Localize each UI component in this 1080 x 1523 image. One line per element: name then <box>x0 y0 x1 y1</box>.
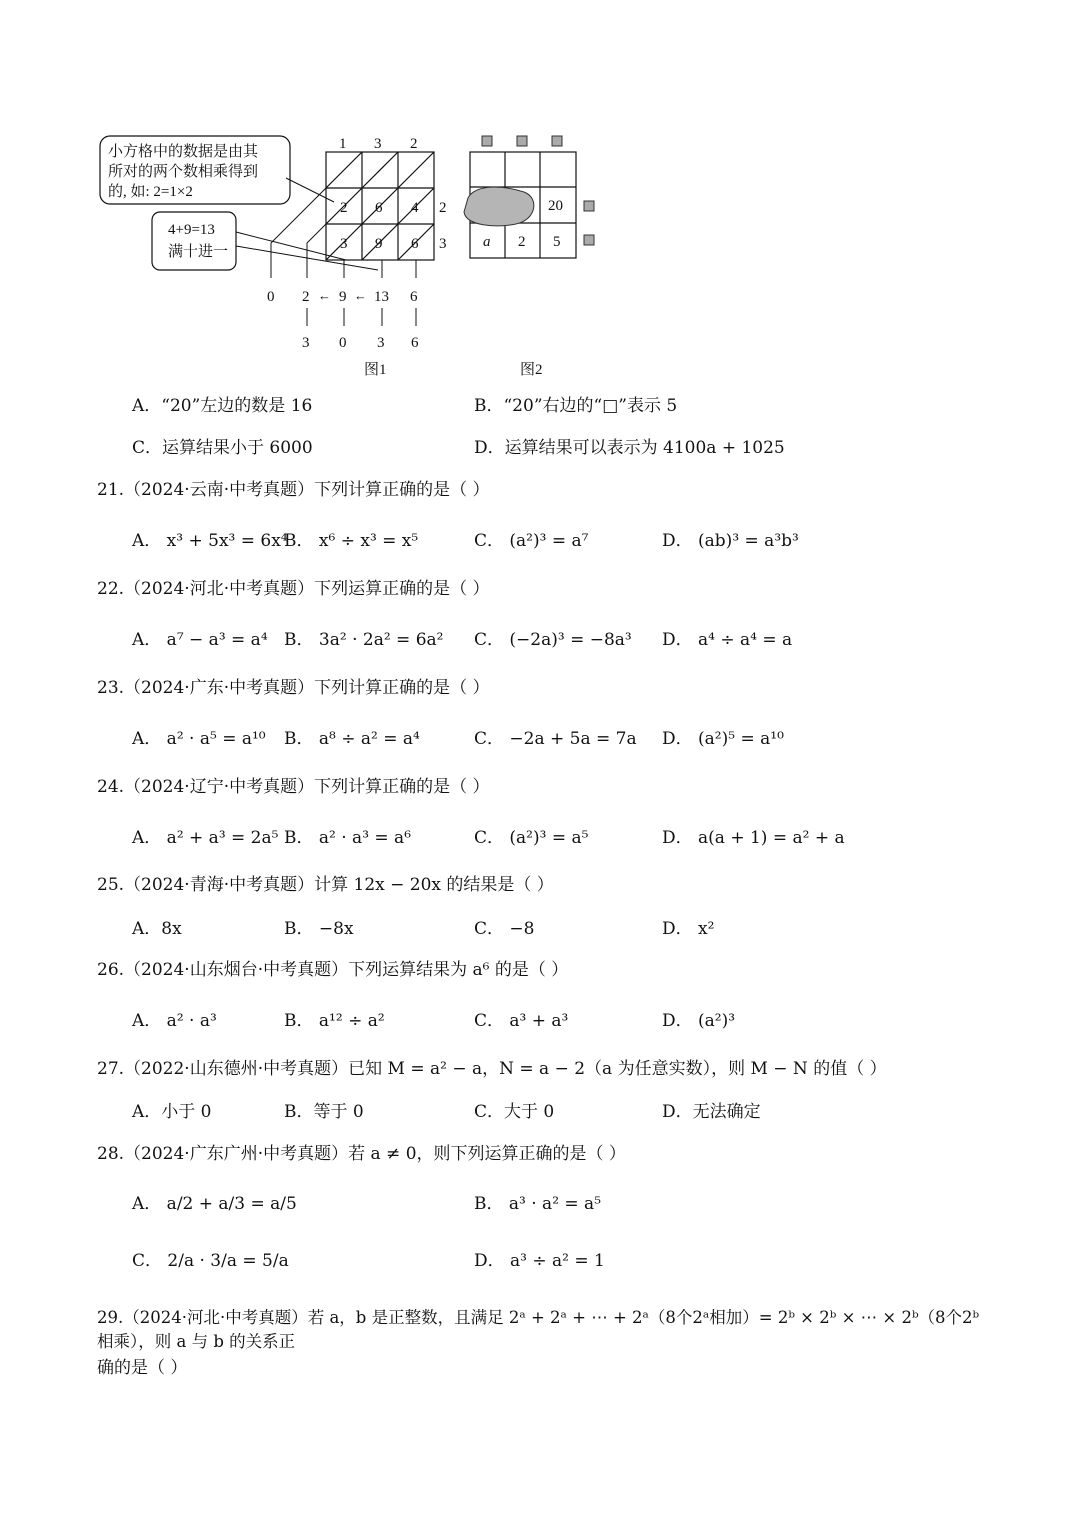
top-2: 3 <box>374 136 382 152</box>
option-b[interactable]: B．等于 0 <box>284 1102 364 1122</box>
row1-3: 13 <box>374 289 389 305</box>
question-stem-tail: 确的是（ ） <box>97 1358 188 1378</box>
q20-option-d[interactable]: D．运算结果可以表示为 4100a + 1025 <box>474 438 785 458</box>
question-stem: 29.（2024·河北·中考真题）若 a，b 是正整数，且满足 2ᵃ + 2ᵃ + ⋯ + 2ᵃ（8个2ᵃ相加）= 2ᵇ × 2ᵇ × ⋯ × 2ᵇ（8个2ᵇ相乘），则 a 与 b 的关系正 <box>97 1308 980 1351</box>
option-a[interactable]: A． a⁷ − a³ = a⁴ <box>132 630 268 650</box>
callout1-line3: 的, 如: 2=1×2 <box>108 184 193 200</box>
option-b[interactable]: B． a¹² ÷ a² <box>284 1011 385 1031</box>
row2-1: 0 <box>339 335 347 351</box>
option-a[interactable]: A． a/2 + a/3 = a/5 <box>132 1194 297 1214</box>
top-3: 2 <box>410 136 418 152</box>
row1-2: 9 <box>339 289 347 305</box>
right-1: 2 <box>439 200 447 216</box>
option-c[interactable]: C． 2/a · 3/a = 5/a <box>132 1251 289 1271</box>
option-a[interactable]: A． a² + a³ = 2a⁵ <box>132 828 279 848</box>
question-stem: 26.（2024·山东烟台·中考真题）下列运算结果为 a⁶ 的是（ ） <box>97 960 569 980</box>
fig2-2: 2 <box>518 234 526 250</box>
option-b[interactable]: B． x⁶ ÷ x³ = x⁵ <box>284 531 419 551</box>
svg-text:←: ← <box>318 288 331 303</box>
option-a[interactable]: A．小于 0 <box>132 1102 212 1122</box>
cell: 2 <box>340 200 348 216</box>
question-stem: 27.（2022·山东德州·中考真题）已知 M = a² − a，N = a − 2（a 为任意实数），则 M − N 的值（ ） <box>97 1059 887 1079</box>
option-d[interactable]: D． a³ ÷ a² = 1 <box>474 1251 605 1271</box>
row1-0: 0 <box>267 289 275 305</box>
option-d[interactable]: D． a⁴ ÷ a⁴ = a <box>662 630 793 650</box>
row2-3: 6 <box>411 335 419 351</box>
callout2-line1: 4+9=13 <box>168 222 215 238</box>
callout-box-2 <box>152 212 236 270</box>
cell: 3 <box>340 236 348 252</box>
option-d[interactable]: D．无法确定 <box>662 1102 761 1122</box>
option-c[interactable]: C． a³ + a³ <box>474 1011 569 1031</box>
option-b[interactable]: B． a² · a³ = a⁶ <box>284 828 412 848</box>
callout2-line2: 满十进一 <box>168 244 229 260</box>
option-c[interactable]: C．大于 0 <box>474 1102 555 1122</box>
option-d[interactable]: D． x² <box>662 919 715 939</box>
right-2: 3 <box>439 236 447 252</box>
question-stem: 22.（2024·河北·中考真题）下列运算正确的是（ ） <box>97 579 490 599</box>
option-b[interactable]: B． a³ · a² = a⁵ <box>474 1194 602 1214</box>
svg-text:←: ← <box>354 288 367 303</box>
option-b[interactable]: B． a⁸ ÷ a² = a⁴ <box>284 729 420 749</box>
fig1-caption: 图1 <box>364 362 387 378</box>
cell: 4 <box>411 200 419 216</box>
option-c[interactable]: C． −2a + 5a = 7a <box>474 729 637 749</box>
figures <box>96 128 616 378</box>
option-c[interactable]: C． (a²)³ = a⁷ <box>474 531 589 551</box>
fig2-a: a <box>483 234 491 250</box>
option-d[interactable]: D． (ab)³ = a³b³ <box>662 531 799 551</box>
callout1-line2: 所对的两个数相乘得到 <box>108 164 259 180</box>
row1-4: 6 <box>410 289 418 305</box>
option-a[interactable]: A． x³ + 5x³ = 6x⁴ <box>132 531 288 551</box>
q20-option-b[interactable]: B．“20”右边的“□”表示 5 <box>474 396 678 416</box>
option-a[interactable]: A． a² · a⁵ = a¹⁰ <box>132 729 266 749</box>
option-d[interactable]: D． a(a + 1) = a² + a <box>662 828 845 848</box>
option-a[interactable]: A．8x <box>132 919 182 939</box>
top-1: 1 <box>339 136 347 152</box>
row2-2: 3 <box>377 335 385 351</box>
fig2-5: 5 <box>553 234 561 250</box>
option-c[interactable]: C． (a²)³ = a⁵ <box>474 828 589 848</box>
fig2-caption: 图2 <box>520 362 543 378</box>
q20-option-c[interactable]: C．运算结果小于 6000 <box>132 438 313 458</box>
cell: 9 <box>375 236 383 252</box>
option-c[interactable]: C． −8 <box>474 919 535 939</box>
option-a[interactable]: A． a² · a³ <box>132 1011 217 1031</box>
question-stem: 21.（2024·云南·中考真题）下列计算正确的是（ ） <box>97 480 490 500</box>
option-d[interactable]: D． (a²)⁵ = a¹⁰ <box>662 729 784 749</box>
option-c[interactable]: C． (−2a)³ = −8a³ <box>474 630 632 650</box>
option-d[interactable]: D． (a²)³ <box>662 1011 736 1031</box>
ink-blot <box>464 187 534 226</box>
row1-1: 2 <box>302 289 310 305</box>
question-stem: 24.（2024·辽宁·中考真题）下列计算正确的是（ ） <box>97 777 490 797</box>
fig2-20: 20 <box>548 198 563 214</box>
question-stem: 25.（2024·青海·中考真题）计算 12x − 20x 的结果是（ ） <box>97 875 554 895</box>
question-stem: 23.（2024·广东·中考真题）下列计算正确的是（ ） <box>97 678 490 698</box>
option-b[interactable]: B． −8x <box>284 919 354 939</box>
cell: 6 <box>411 236 419 252</box>
option-b[interactable]: B． 3a² · 2a² = 6a² <box>284 630 444 650</box>
cell: 6 <box>375 200 383 216</box>
row2-0: 3 <box>302 335 310 351</box>
q20-option-a[interactable]: A．“20”左边的数是 16 <box>132 396 313 416</box>
callout1-line1: 小方格中的数据是由其 <box>108 144 259 160</box>
question-stem: 28.（2024·广东广州·中考真题）若 a ≠ 0，则下列运算正确的是（ ） <box>97 1144 626 1164</box>
